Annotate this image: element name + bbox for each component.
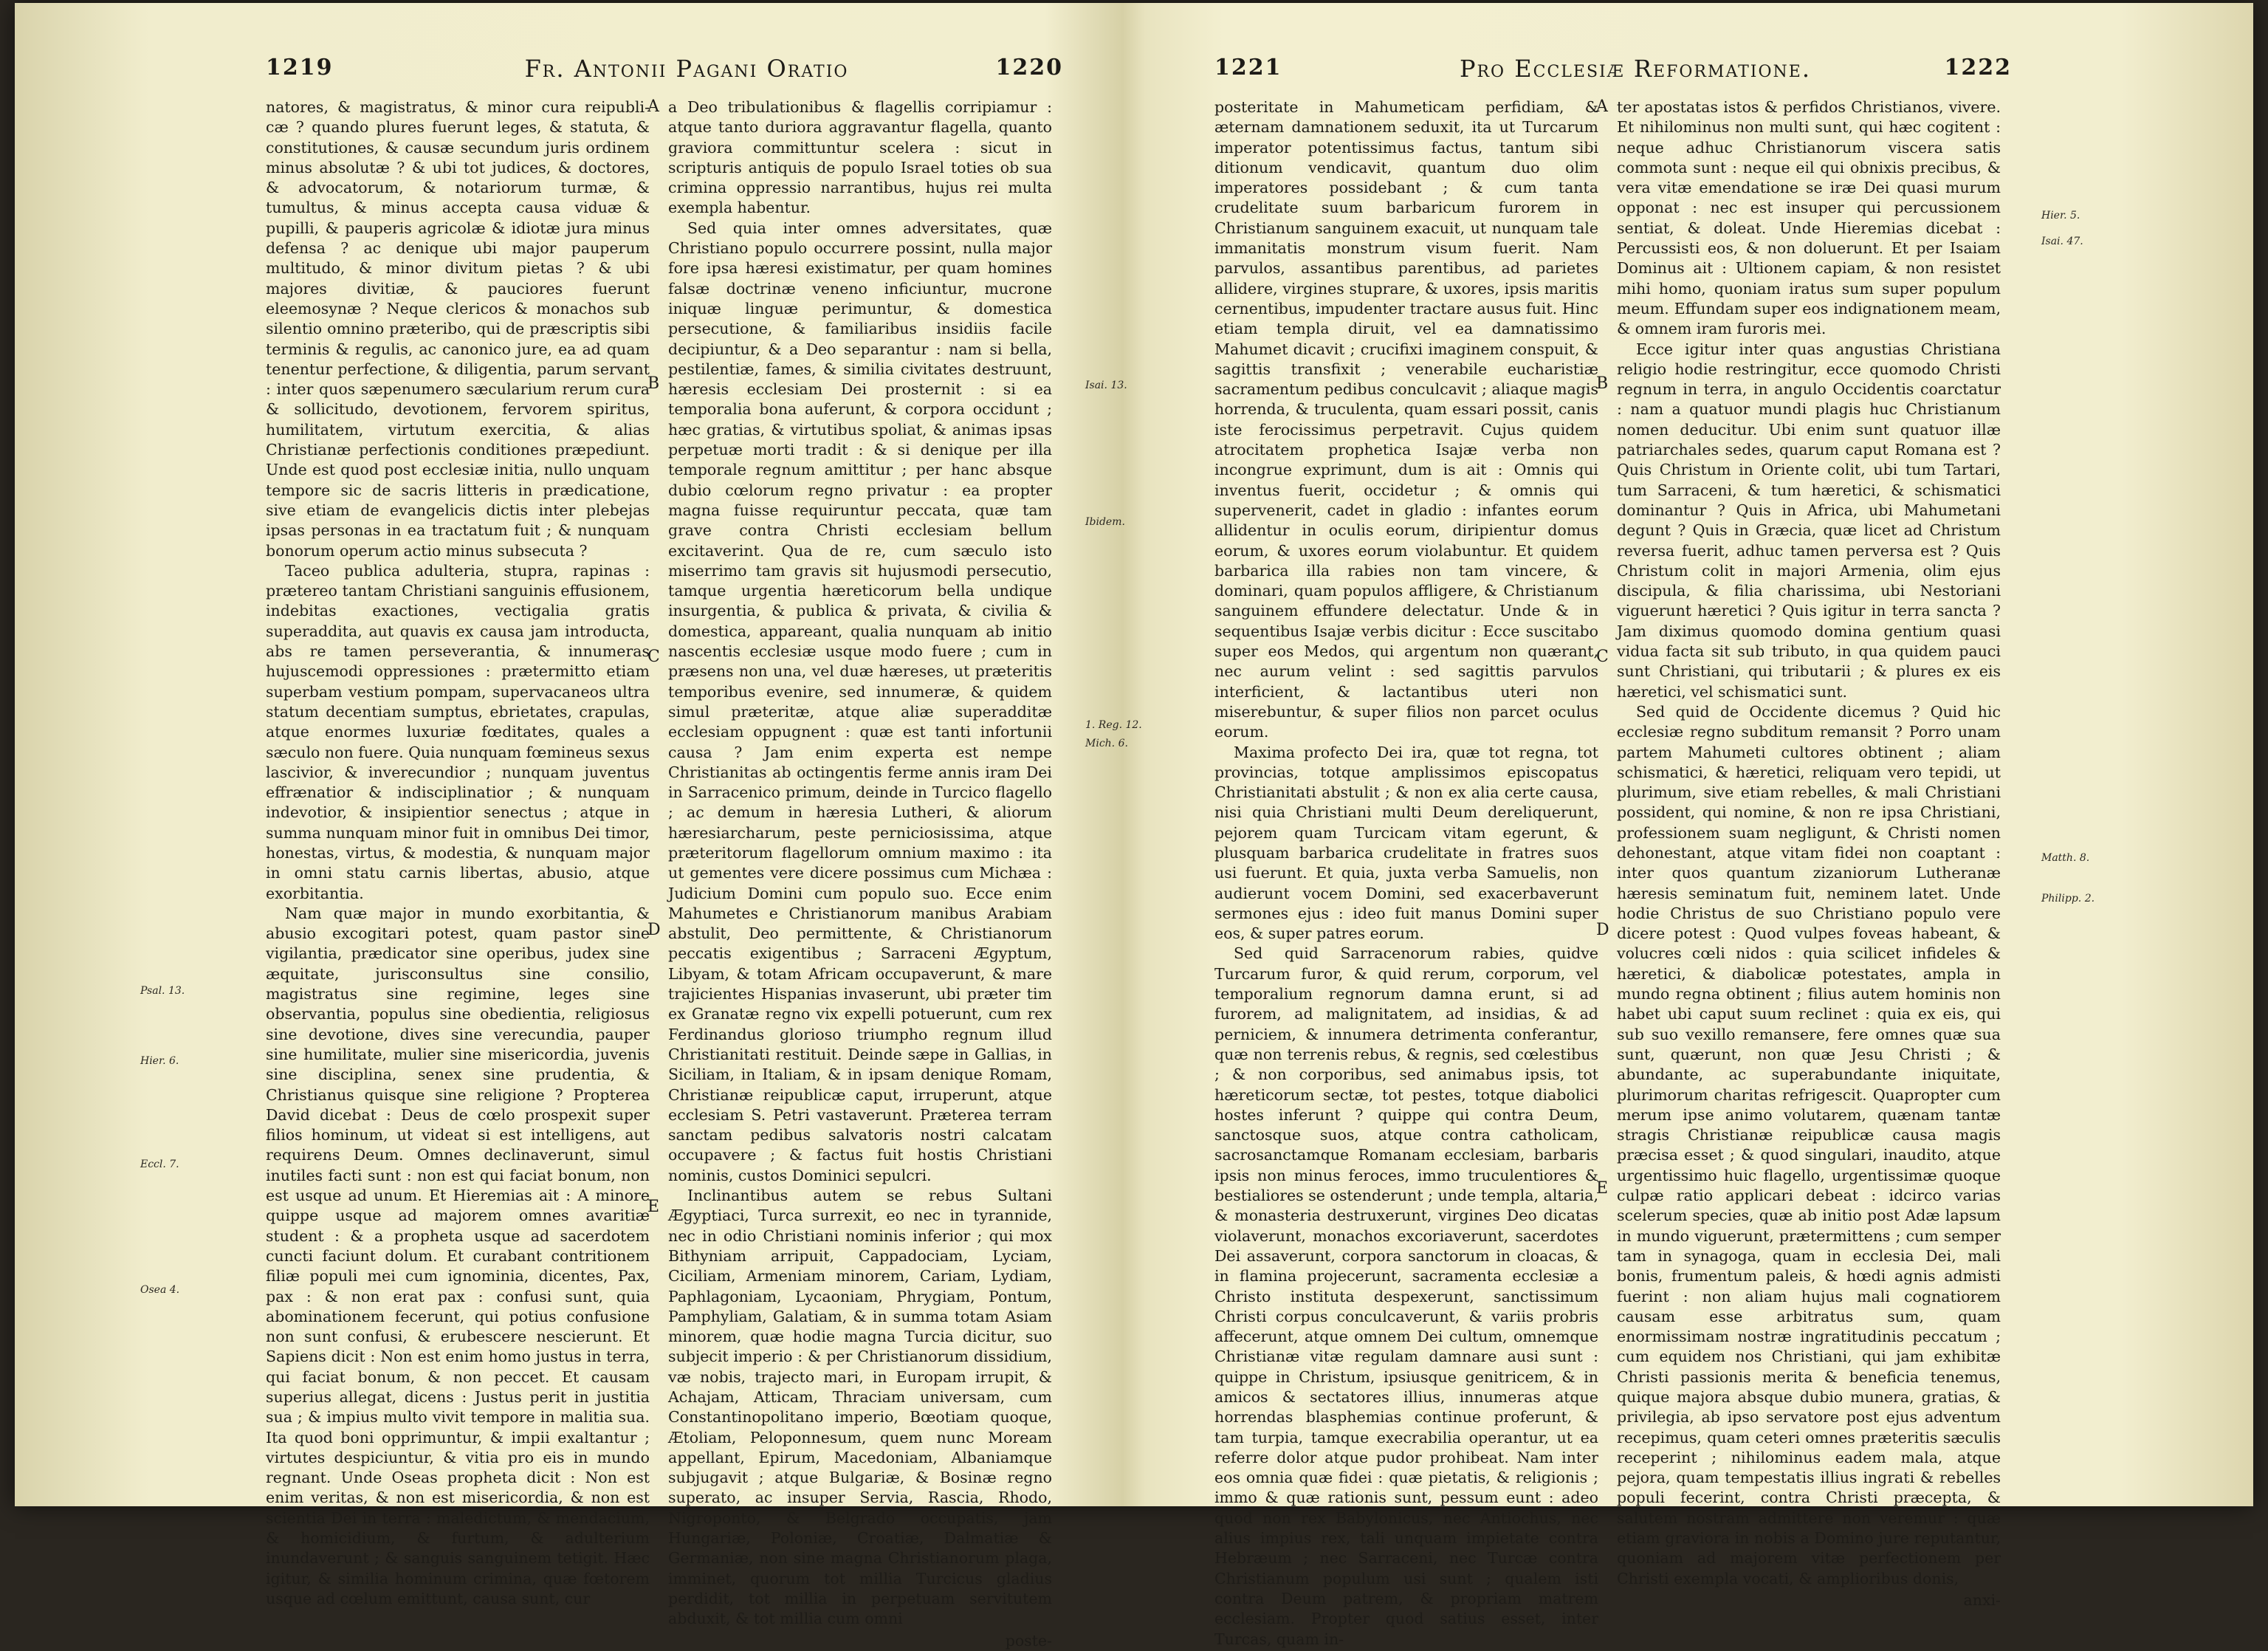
page-number: 1219 xyxy=(266,55,334,80)
margin-note: Isai. 13. xyxy=(1085,380,1127,391)
margin-note: Philipp. 2. xyxy=(2041,893,2095,905)
section-letter: E xyxy=(1596,1179,1609,1198)
text-column xyxy=(668,97,1052,1650)
section-letter: D xyxy=(647,921,661,939)
margin-note: Ibidem. xyxy=(1085,516,1125,528)
section-letter: B xyxy=(647,374,660,393)
section-letter: C xyxy=(647,648,660,666)
section-letters xyxy=(647,97,667,1486)
margin-note: Matth. 8. xyxy=(2041,852,2090,864)
paragraph: Ecce igitur inter quas angustias Christiana religio hodie restringitur, ecce quomodo Christi regnum in terra, in angulo Occidentis coarctatur : nam a quatuor mundi plagis huc Christianum nomen deducitur. Ubi enim sunt quatuor illæ patriarchales sedes, quarum caput Romana est ? Quis Christum in Oriente colit, ubi tum Tartari, tum Sarraceni, & tum hæretici, & schismatici dominantur ? Quis in Africa, ubi Mahumetani degunt ? Quis in Græcia, quæ licet ad Christum reversa fuerit, adhuc tamen perversa est ? Quis Christum colit in majori Armenia, olim ejus discipula, & filia charissima, ubi Nestoriani viguerunt hæretici ? Quis igitur in terra sancta ? Jam diximus quomodo domina gentium quasi vidua facta sit sub tributo, in qua quidem pauci sunt Christiani, qui tributarii ; & plures ex eis hæretici, vel schismatici sunt. xyxy=(1617,340,2001,701)
page-number: 1220 xyxy=(995,55,1063,80)
margin-note: Isai. 47. xyxy=(2041,236,2083,247)
margin-notes-gutter xyxy=(1085,3,1174,1506)
paragraph: a Deo tribulationibus & flagellis corripiamur : atque tanto duriora aggravantur flagella, quanto graviora committuntur scelera : sicut in scripturis antiquis de populo Israel toties ob sua crimina oppressio narrantibus, hujus rei multa exempla habentur. xyxy=(668,98,1052,217)
margin-note: Osea 4. xyxy=(140,1284,180,1296)
margin-note: Hier. 5. xyxy=(2041,210,2080,222)
paragraph: posteritate in Mahumeticam perfidiam, & æternam damnationem seduxit, ita ut Turcarum imperator potentissimus factus, tantum sibi ditionum vendicavit, quantum duo olim imperatores possidebant ; & cum tanta crudelitate suum barbaricum furorem in Christianum sanguinem exacuit, ut nunquam tale immanitatis monstrum visum fuerit. Nam parvulos, assantibus parentibus, ad parietes allidere, virgines stuprare, & uxores, ipsis maritis cernentibus, impudenter tractare ausus fuit. Hinc etiam templa diruit, vel ea damnatissimo Mahumet dicavit ; crucifixi imaginem conspuit, & sagittis transfixit ; venerabile eucharistiæ sacramentum pedibus conculcavit ; aliaque magis horrenda, & truculenta, quam essari possit, canis iste ferocissimus perpetravit. Cujus quidem atrocitatem prophetica Isajæ verba non incongrue exprimunt, dum is ait : Omnis qui inventus fuerit, occidetur ; & omnis qui supervenerit, cadet in gladio : infantes eorum allidentur in oculis eorum, diripientur domus eorum, & uxores eorum violabuntur. Et quidem barbarica illa rabies non tam vincere, & dominari, quam populos affligere, & Christianum sanguinem effundere delectatur. Unde & in sequentibus Isajæ verbis dicitur : Ecce suscitabo super eos Medos, qui argentum non quærant, nec aurum velint : sed sagittis parvulos interficient, & lactantibus uteri non miserebuntur, & super filios non parcet oculus eorum. xyxy=(1214,98,1598,741)
section-letter: B xyxy=(1596,374,1609,393)
running-head-left xyxy=(236,55,1078,92)
paragraph: ter apostatas istos & perfidos Christianos, vivere. Et nihilominus non multi sunt, qui hæc cogitent : neque adhuc Christianorum viscera satis commota sunt : neque eil qui obnixis precibus, & vera vitæ emendatione se iræ Dei quasi murum opponat : nec est insuper qui percussionem sentiat, & doleat. Unde Hieremias dicebat : Percussisti eos, & non doluerunt. Et per Isaiam Dominus ait : Ultionem capiam, & non resistet mihi homo, quoniam iratus sum super populum meum. Effundam super eos indignationem meam, & omnem iram furoris mei. xyxy=(1617,98,2001,338)
paragraph: Sed quid de Occidente dicemus ? Quid hic ecclesiæ regno subditum remansit ? Porro unam partem Mahumeti cultores obtinent ; aliam schismatici, & hæretici, reliquam vero tepidi, ut plurimum, sive etiam rebelles, & mali Christiani possident, qui nomine, & non re ipsa Christiani, professionem suam negligunt, & Christi nomen dehonestant, atque vitam fidei non coaptant : inter quos quantum zizaniorum Lutheranæ hæresis seminatum fuit, neminem latet. Unde hodie Christus de suo Christiano populo vere dicere potest : Quod vulpes foveas habeant, & volucres cœli nidos : quia scilicet infideles & hæretici, & diabolicæ potestates, ampla in mundo regna obtinent ; filius autem hominis non habet ubi caput suum reclinet : quia ex eis, qui sub suo vexillo remansere, fere omnes quæ sua sunt, quærunt, non quæ Jesu Christi ; & abundante, ac superabundante iniquitate, plurimorum charitas refrigescit. Quapropter cum merum ipse animo volutarem, quænam tantæ stragis Christianæ reipublicæ causa magis præcisa esset ; & quod singulari, inaudito, atque urgentissimo huic flagello, urgentissimæ quoque culpæ ratio applicari debeat : idcirco varias scelerum species, quæ ab initio post Adæ lapsum in mundo viguerunt, prætermittens ; cum semper tam in synagoga, quam in ecclesia Dei, mali bonis, frumentum paleis, & hœdi agnis admisti fuerint : non aliam hujus mali cognatiorem causam esse arbitratus sum, quam enormissimam nostræ ingratitudinis peccatum ; cum equidem nos Christiani, qui jam exhibitæ Christi passionis merita & beneficia tenemus, quique majora absque dubio munera, gratias, & privilegia, ab ipso servatore post ejus adventum recepimus, quam ceteri omnes præteritis sæculis receperint ; nihilominus eadem mala, atque pejora, quam tempestatis illius ingrati & rebelles populi fecerint, contra Christi præcepta, & salutem nostram admittere non veremur : quæ etiam graviora in nobis a Domino jure reputantur, quoniam ad majorem vitæ perfectionem per Christi exempla vocati, & amplioribus donis, xyxy=(1617,702,2001,1588)
section-letter: E xyxy=(647,1198,660,1216)
paragraph: Taceo publica adulteria, stupra, rapinas : prætereo tantam Christiani sanguinis effusionem, indebitas exactiones, vectigalia gratis superaddita, aut quavis ex causa jam introducta, abs re tamen perseverantia, & innumeras hujuscemodi oppressiones : prætermitto etiam superbam vestium pompam, supervacaneos ultra statum decentiam sumptus, ebrietates, crapulas, atque enormes luxuriæ fœditates, quales a sæculo non fuere. Quia nunquam fœmineus sexus lascivior, & inverecundior ; nunquam juventus effrænatior & indisciplinatior ; & nunquam indevotior, & insipientior senectus ; atque in summa nunquam minor fuit in omnibus Dei timor, honestas, virtus, & modestia, & nunquam major in omni statu carnis libertas, abusio, atque exorbitantia. xyxy=(266,561,650,902)
section-letters xyxy=(1596,97,1615,1486)
text-column xyxy=(266,97,650,1607)
margin-note: Psal. 13. xyxy=(140,985,185,997)
page-number: 1221 xyxy=(1214,55,1282,80)
running-title: Pro Ecclesiæ Reformatione. xyxy=(1459,55,1812,83)
margin-note: Eccl. 7. xyxy=(140,1159,179,1170)
margin-notes-left xyxy=(140,3,229,1506)
paragraph: natores, & magistratus, & minor cura reipubli- cæ ? quando plures fuerunt leges, & statuta, & constitutiones, & causæ secundum juris ordinem minus absolutæ ? & ubi tot judices, & doctores, & advocatorum, & notariorum turmæ, & tumultus, & minus accepta causa viduæ & pupilli, & pauperis agricolæ & idiotæ jura minus defensa ? ac denique ubi major pauperum multitudo, & minor divitum pietas ? & ubi majores divitiæ, & pauciores fuerunt eleemosynæ ? Neque clericos & monachos sub silentio omnino præteribo, qui de præscriptis sibi terminis & regulis, ac canonico jure, ea ad quam tenentur perfectione, & diligentia, parum servant : inter quos sæpenumero sæcularium rerum cura & sollicitudo, devotionem, fervorem spiritus, humilitatem, virtutum exercitia, & alias Christianæ perfectionis conditiones præpediunt. Unde est quod post ecclesiæ initia, nullo unquam tempore sic de sacris litteris in prædicatione, sive etiam de evangelicis dictis inter plebejas ipsas personas in ea tractatum fuit ; & nunquam bonorum operum actio minus subsecuta ? xyxy=(266,98,650,560)
paragraph: Sed quia inter omnes adversitates, quæ Christiano populo occurrere possint, nulla major fore ipsa hæresi existimatur, per quam homines falsæ doctrinæ veneno inficiuntur, mucrone iniquæ linguæ perimuntur, & domestica persecutione, & familiaribus insidiis facile decipiuntur, & a Deo separantur : nam si bella, pestilentiæ, fames, & similia civitates destruunt, hæresis ecclesiam Dei prosternit : si ea temporalia bona auferunt, & corpora occidunt ; hæc gratias, & virtutibus spoliat, & animas ipsas perpetuæ morti tradit : & si denique per illa temporale regnum amittitur ; per hanc absque dubio cœlorum regno privatur : ea propter magna fuisse requiruntur peccata, quæ tam grave contra Christi ecclesiam bellum excitaverint. Qua de re, cum sæculo isto miserrimo tam gravis sit hujusmodi persecutio, tamque urgentia hæreticorum bella undique insurgentia, & publica & privata, & civilia & domestica, appareant, qualia nunquam ab initio nascentis ecclesiæ usque modo fuere ; cum in præsens non una, vel duæ hæreses, ut præteritis temporibus evenire, sed innumeræ, & quidem simul præteritæ, atque aliæ superadditæ ecclesiam oppugnent : quæ est tanti infortunii causa ? Jam enim experta est nempe Christianitas ab octingentis ferme annis iram Dei in Sarracenico primum, deinde in Turcico flagello ; ac demum in hæresia Lutheri, & aliorum hæresiarcharum, peste perniciosissima, atque præteritorum flagellorum omnium maximo : ita ut gementes vere dicere possimus cum Michæa : Judicium Domini cum populo suo. Ecce enim Mahumetes e Christianorum manibus Arabiam abstulit, Deo permittente, & Christianorum peccatis exigentibus ; Sarraceni Ægyptum, Libyam, & totam Africam occupaverunt, & mare trajicientes Hispanias invaserunt, ubi præter tim ex Granatæ regno vix expelli potuerunt, cum rex Ferdinandus glorioso triumpho regnum illud Christianitati restituit. Deinde sæpe in Gallias, in Siciliam, in Italiam, & in ipsam denique Romam, Christianæ reipublicæ caput, irruperunt, atque ecclesiam S. Petri vastaverunt. Præterea terram sanctam pedibus salvatoris nostri calcatam occupavere ; & factus fuit hostis Christiani nominis, custos Dominici sepulcri. xyxy=(668,219,1052,1184)
right-page xyxy=(1185,3,2027,1648)
margin-note: Hier. 6. xyxy=(140,1055,179,1067)
catchword: poste- xyxy=(1005,1631,1052,1650)
open-book xyxy=(15,3,2253,1650)
margin-note: Mich. 6. xyxy=(1085,738,1128,749)
section-letter: A xyxy=(647,97,659,116)
running-head-right xyxy=(1185,55,2027,92)
margin-notes-right xyxy=(2041,3,2130,1506)
margin-note: 1. Reg. 12. xyxy=(1085,719,1142,731)
text-column xyxy=(1617,97,2001,1609)
text-column xyxy=(1214,97,1598,1648)
paragraph: Inclinantibus autem se rebus Sultani Ægyptiaci, Turca surrexit, eo nec in tyrannide, nec in odio Christiani nominis inferior ; qui mox Bithyniam arripuit, Cappadociam, Lyciam, Ciciliam, Armeniam minorem, Cariam, Lydiam, Paphlagoniam, Lycaoniam, Phrygiam, Pontum, Pamphyliam, Galatiam, & in summa totam Asiam minorem, quæ hodie magna Turcia dicitur, suo subjecit imperio : & per Christianorum dissidium, væ nobis, trajecto mari, in Europam irrupit, & Achajam, Atticam, Thraciam universam, cum Constantinopolitano imperio, Bœotiam quoque, Ætoliam, Peloponnesum, quem nunc Moream appellant, Epirum, Macedoniam, Albaniamque subjugavit ; atque Bulgariæ, & Bosinæ regno superato, ac insuper Servia, Rascia, Rhodo, Nigroponto, & Belgrado occupatis, jam Hungariæ, Poloniæ, Croatiæ, Dalmatiæ & Germaniæ, non sine magna Christianorum plaga, imminet, quorum tot millia Turcicus gladius perdidit, tot millia in perpetuam servitutem abduxit, & tot millia cum omni xyxy=(668,1187,1052,1628)
section-letter: A xyxy=(1596,97,1608,116)
catchword: anxi- xyxy=(1963,1590,2001,1609)
paragraph: Maxima profecto Dei ira, quæ tot regna, tot provincias, totque amplissimos episcopatus Christianitati abstulit ; & non ex alia certe causa, nisi quia Christiani multi Deum dereliquerunt, pejorem quam Turcicam vitam egerunt, & plusquam barbarica crudelitate in fratres suos usi fuerunt. Et quia, juxta verba Samuelis, non audierunt vocem Domini, sed exacerbaverunt sermones ejus : ideo fuit manus Domini super eos, & super patres eorum. xyxy=(1214,743,1598,943)
paragraph: Sed quid Sarracenorum rabies, quidve Turcarum furor, & quid rerum, corporum, vel temporalium regnorum damna erunt, si ad furorem, ad malignitatem, ad insidias, & ad perniciem, & innumera detrimenta conferantur, quæ non terrenis rebus, & regnis, sed cœlestibus ; & non corporibus, sed animabus ipsis, tot hæreticorum sectæ, tot pestes, totque diabolici hostes inferunt ? quippe qui contra Deum, sanctosque suos, atque contra catholicam, sacrosanctamque Romanam ecclesiam, barbaris ipsis non minus feroces, immo truculentiores & bestialiores se ostenderunt ; unde templa, altaria, & monasteria destruxerunt, virgines Deo dicatas violaverunt, monachos excoriaverunt, sacerdotes Dei assaverunt, corpora sanctorum in cloacas, & in flamina projecerunt, sacramenta ecclesiæ a Christo instituta despexerunt, sanctissimum Christi corpus conculcaverunt, & variis probris affecerunt, atque omnem Dei cultum, omnemque Christianæ vitæ regulam damnare ausi sunt : quippe in Christum, ipsiusque genitricem, & in amicos & sectatores illius, innumeras atque horrendas blasphemias continue proferunt, & tam turpia, tamque execrabilia operantur, ut ea referre dolor atque pudor prohibeat. Nam inter eos omnia quæ fidei : quæ pietatis, & religionis ; immo & quæ rationis sunt, pessum eunt : adeo quod non rex Babylonicus, nec Antiochus, nec alius impius rex, tali unquam impietate contra Hebræum ; nec Sarraceni, nec Turcæ contra Christianum populum usi sunt ; qualem isti contra Deum patrem, & propriam matrem ecclesiam. Propter quod satius esset, inter Turcas, quam in- xyxy=(1214,944,1598,1648)
section-letter: D xyxy=(1596,921,1609,939)
paragraph: Nam quæ major in mundo exorbitantia, & abusio excogitari potest, quam pastor sine vigilantia, prædicator sine operibus, judex sine æquitate, jurisconsultus sine consilio, magistratus sine regimine, leges sine observantia, populus sine obedientia, religiosus sine devotione, dives sine verecundia, pauper sine humilitate, mulier sine misericordia, juvenis sine disciplina, senex sine prudentia, & Christianus quisque sine religione ? Propterea David dicebat : Deus de cœlo prospexit super filios hominum, ut videat si est intelligens, aut requirens Deum. Omnes declinaverunt, simul inutiles facti sunt : non est qui faciat bonum, non est usque ad unum. Et Hieremias ait : A minore quippe usque ad majorem omnes avaritiæ student : & a propheta usque ad sacerdotem cuncti faciunt dolum. Et curabant contritionem filiæ populi mei cum ignominia, dicentes, Pax, pax : & non erat pax : confusi sunt, quia abominationem fecerunt, qui potius confusione non sunt confusi, & erubescere nescierunt. Et Sapiens dicit : Non est enim homo justus in terra, qui faciat bonum, & non peccet. Et causam superius allegat, dicens : Justus perit in justitia sua ; & impius multo vivit tempore in malitia sua. Ita quod boni opprimuntur, & impii exaltantur ; virtutes despiciuntur, & vitia pro eis in mundo regnant. Unde Oseas propheta dicit : Non est enim veritas, & non est misericordia, & non est scientia Dei in terra : maledictum, & mendacium, & homicidium, & furtum, & adulterium inundaverunt ; & sanguis sanguinem tetigit. Hæc igitur, & similia hominum crimina, quæ fœtorem usque ad cœlum emittunt, causa sunt, cur xyxy=(266,904,650,1607)
section-letter: C xyxy=(1596,648,1609,666)
running-title: Fr. Antonii Pagani Oratio xyxy=(524,55,849,83)
left-page xyxy=(236,3,1078,1650)
page-number: 1222 xyxy=(1944,55,2012,80)
